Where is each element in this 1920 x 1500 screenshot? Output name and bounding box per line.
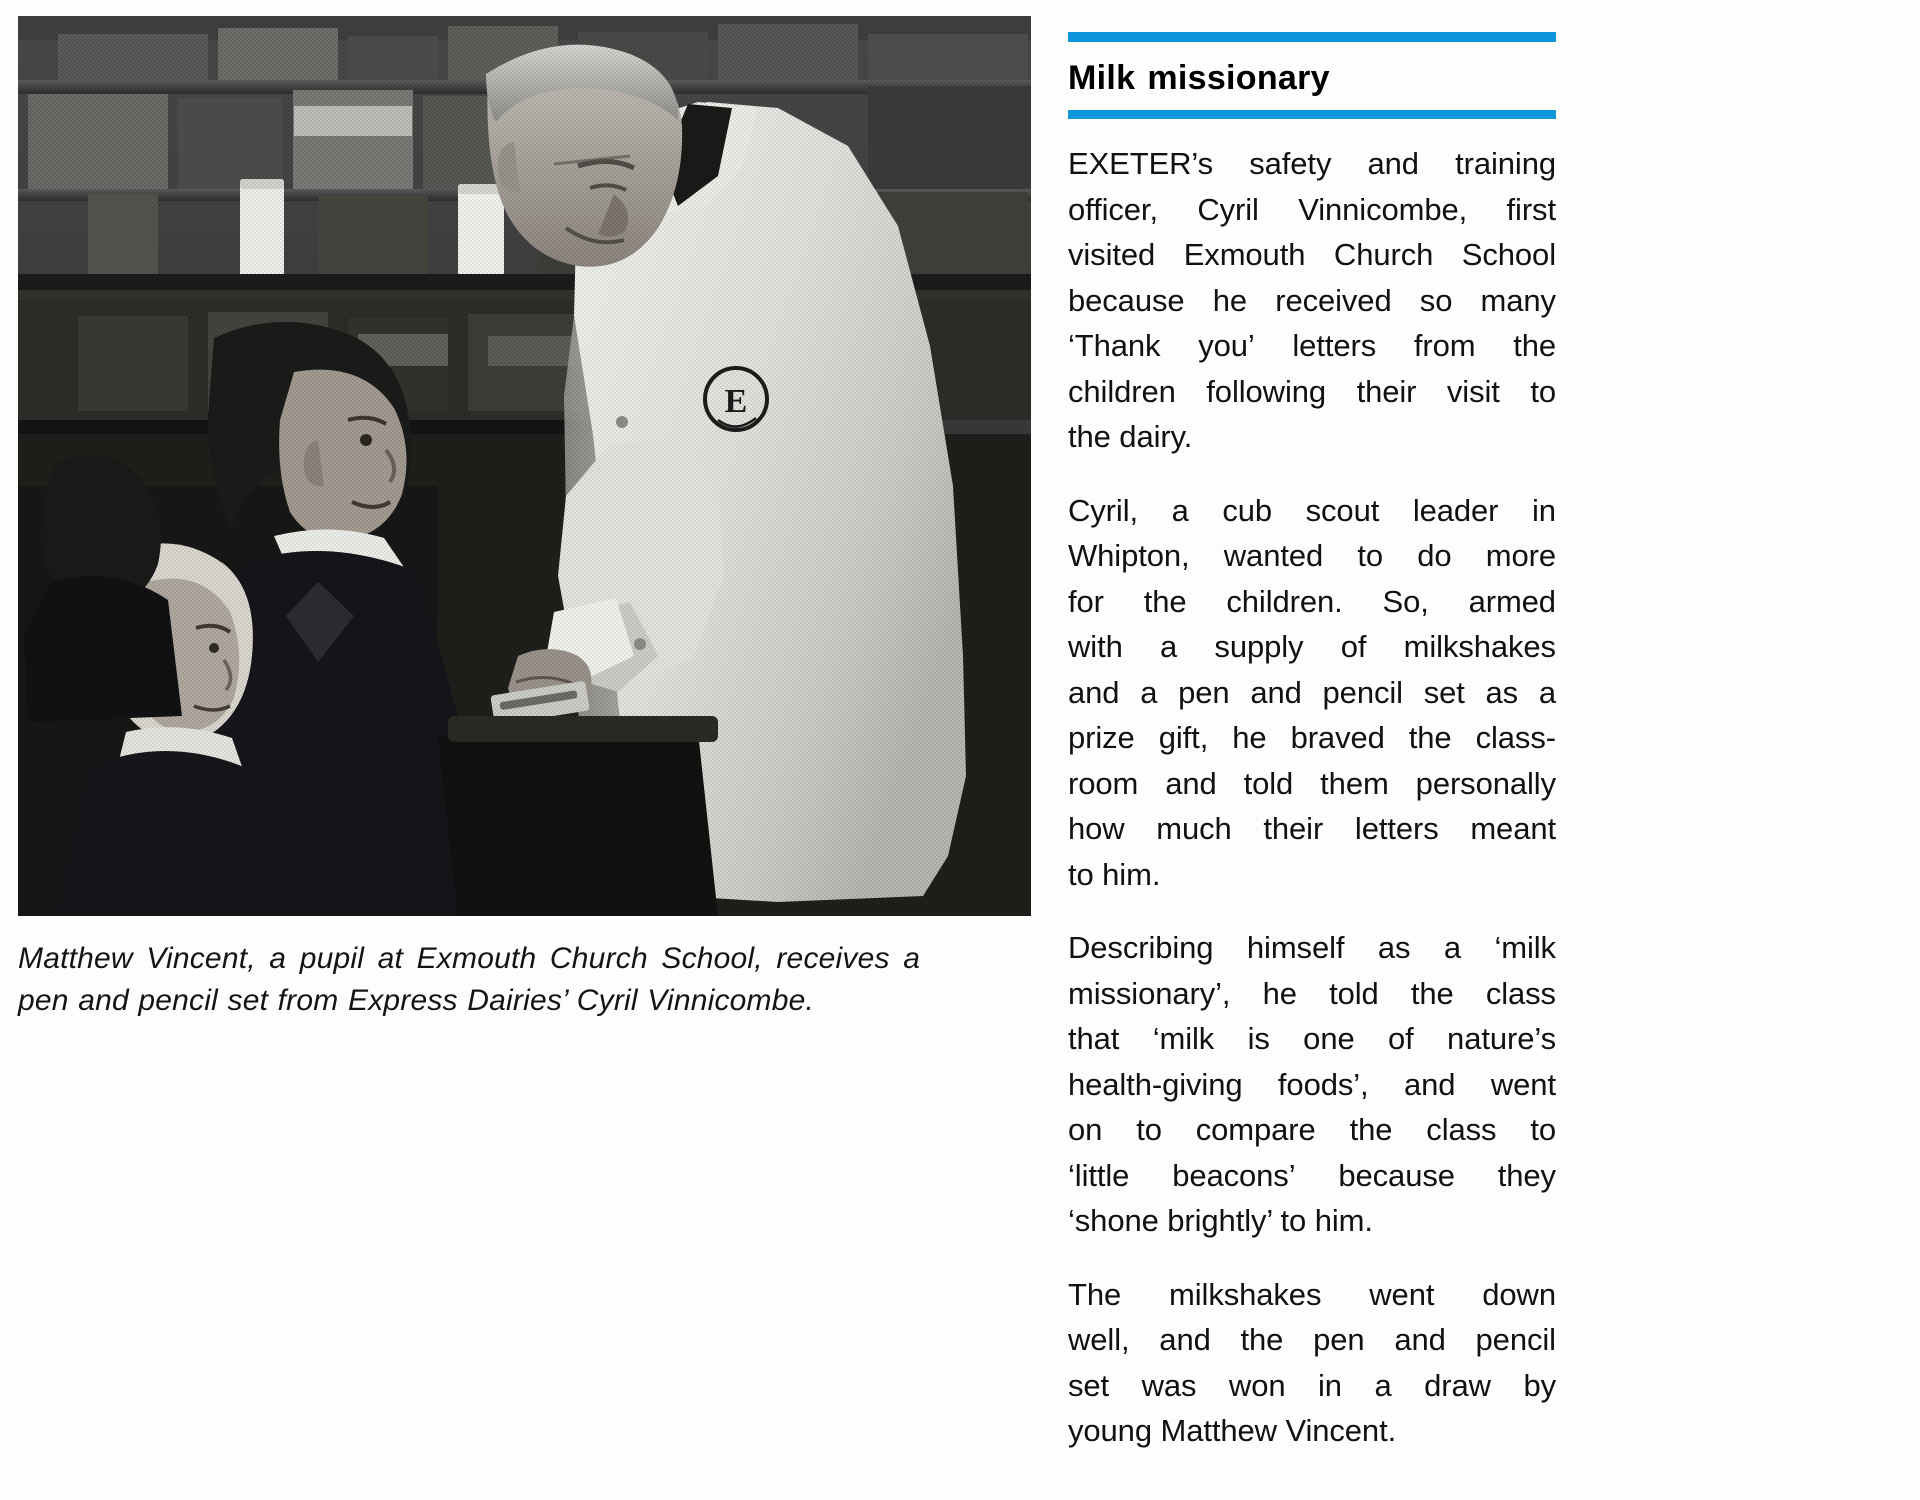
photo-caption-line-1: Matthew Vincent, a pupil at Exmouth Church School, receives a xyxy=(18,942,921,975)
article-word: to xyxy=(1357,538,1384,573)
article-word: their xyxy=(1356,373,1417,409)
article-word: with xyxy=(1068,629,1123,664)
article-word: them xyxy=(1320,765,1389,801)
article-word: and xyxy=(1068,674,1120,710)
article-word: because xyxy=(1338,1157,1455,1193)
article-word: ‘little xyxy=(1068,1157,1130,1193)
article-line xyxy=(1068,141,1556,187)
article-line xyxy=(1068,806,1556,852)
article-word: health-giving xyxy=(1068,1066,1243,1102)
article-word: much xyxy=(1156,811,1232,846)
article-word: missionary’, xyxy=(1068,975,1231,1011)
article-word: and xyxy=(1404,1066,1456,1102)
article-word: so xyxy=(1419,282,1453,318)
article-word: how xyxy=(1068,811,1125,846)
article-line xyxy=(1068,1016,1556,1062)
article-word: Church xyxy=(1333,237,1434,272)
article-word: Cyril xyxy=(1197,191,1259,227)
article-headline xyxy=(1068,58,1556,98)
article-word: School xyxy=(1461,237,1556,272)
article-word: foods’, xyxy=(1277,1066,1369,1102)
article-line xyxy=(1068,323,1556,369)
article-word: set xyxy=(1423,674,1465,710)
article-word: milkshakes xyxy=(1403,629,1556,664)
article-word: cub xyxy=(1222,492,1273,528)
article-word: of xyxy=(1340,629,1367,664)
article-word: a xyxy=(1374,1367,1392,1403)
article-word: pen xyxy=(1178,674,1230,710)
article-word: armed xyxy=(1468,583,1556,619)
article-word: pen xyxy=(1313,1322,1365,1357)
article-line xyxy=(1068,1317,1556,1363)
article-word: you’ xyxy=(1198,328,1255,363)
article-word: the xyxy=(1240,1322,1284,1357)
article-word: down xyxy=(1482,1276,1556,1312)
article-word: as xyxy=(1377,930,1411,965)
article-word: is xyxy=(1247,1021,1270,1056)
article-word: the xyxy=(1408,720,1452,755)
article-line xyxy=(1068,971,1556,1017)
article-line xyxy=(1068,579,1556,625)
article-word: on xyxy=(1068,1112,1103,1147)
article-body xyxy=(1068,141,1556,1454)
article-word: in xyxy=(1318,1367,1342,1403)
article-word: children. xyxy=(1226,583,1343,619)
article-word: a xyxy=(1160,629,1178,664)
article-paragraph xyxy=(1068,1272,1556,1454)
article-word: that xyxy=(1068,1021,1120,1056)
article-word: himself xyxy=(1246,930,1345,965)
article-word: pencil xyxy=(1322,674,1403,710)
article-line xyxy=(1068,533,1556,579)
article-word: because xyxy=(1068,282,1185,318)
article-line xyxy=(1068,187,1556,233)
article-word: the xyxy=(1410,975,1454,1011)
article-word: following xyxy=(1206,373,1327,409)
article-line xyxy=(1068,670,1556,716)
article-word: personally xyxy=(1415,765,1556,801)
article-line xyxy=(1068,1107,1556,1153)
headline-word-missionary: missionary xyxy=(1147,59,1330,97)
article-paragraph xyxy=(1068,141,1556,460)
article-line xyxy=(1068,278,1556,324)
article-line xyxy=(1068,925,1556,971)
article-line: ‘shone brightly’ to him. xyxy=(1068,1203,1373,1238)
article-word: more xyxy=(1485,538,1556,573)
headline-rule-top xyxy=(1068,32,1556,42)
article-word: and xyxy=(1394,1322,1446,1357)
article-word: letters xyxy=(1354,811,1439,846)
article-paragraph xyxy=(1068,925,1556,1244)
article-line xyxy=(1068,1153,1556,1199)
article-photograph xyxy=(18,16,1031,916)
article-word: beacons’ xyxy=(1172,1157,1296,1193)
article-word: they xyxy=(1497,1157,1556,1193)
article-word: many xyxy=(1480,282,1556,318)
article-word: compare xyxy=(1195,1112,1316,1147)
article-word: he xyxy=(1232,720,1267,755)
article-line: to him. xyxy=(1068,856,1161,892)
article-word: by xyxy=(1523,1367,1556,1403)
article-word: officer, xyxy=(1068,191,1158,227)
article-line xyxy=(1068,1062,1556,1108)
article-column xyxy=(1068,32,1556,1454)
article-word: and xyxy=(1367,146,1419,181)
article-word: received xyxy=(1275,282,1392,318)
article-word: in xyxy=(1532,492,1556,528)
article-word: Whipton, xyxy=(1068,538,1190,573)
article-word: Describing xyxy=(1068,930,1214,965)
article-word: Exmouth xyxy=(1183,237,1306,272)
article-word: he xyxy=(1262,975,1297,1011)
article-word: and xyxy=(1165,765,1217,801)
article-word: class xyxy=(1426,1112,1497,1147)
article-word: of xyxy=(1388,1021,1414,1056)
article-line xyxy=(1068,232,1556,278)
article-word: their xyxy=(1263,811,1324,846)
article-word: visited xyxy=(1068,237,1156,272)
article-word: prize xyxy=(1068,720,1135,755)
article-word: set xyxy=(1068,1367,1110,1403)
article-word: went xyxy=(1490,1066,1556,1102)
article-word: went xyxy=(1369,1276,1435,1312)
article-word: a xyxy=(1538,674,1556,710)
article-word: a xyxy=(1171,492,1189,528)
article-word: well, xyxy=(1068,1322,1130,1357)
headline-rule-bottom xyxy=(1068,110,1556,119)
article-word: a xyxy=(1140,674,1158,710)
article-word: leader xyxy=(1412,492,1499,528)
article-word: supply xyxy=(1214,629,1304,664)
article-word: to xyxy=(1530,1112,1556,1147)
article-word: class xyxy=(1485,975,1556,1011)
article-line xyxy=(1068,1272,1556,1318)
article-line xyxy=(1068,488,1556,534)
article-word: the xyxy=(1349,1112,1393,1147)
article-word: one xyxy=(1303,1021,1355,1056)
article-word: and xyxy=(1159,1322,1211,1357)
article-word: ‘Thank xyxy=(1068,328,1161,363)
article-word: for xyxy=(1068,583,1104,619)
article-word: meant xyxy=(1470,811,1556,846)
article-word: the xyxy=(1143,583,1187,619)
article-word: told xyxy=(1243,765,1294,801)
article-word: told xyxy=(1329,975,1379,1011)
article-word: draw xyxy=(1424,1367,1491,1403)
article-line xyxy=(1068,624,1556,670)
article-word: the xyxy=(1513,328,1556,363)
article-word: to xyxy=(1530,373,1556,409)
article-word: first xyxy=(1506,191,1556,227)
photo-caption xyxy=(18,938,1030,1022)
article-word: letters xyxy=(1292,328,1377,363)
article-word: Vinnicombe, xyxy=(1298,191,1468,227)
article-line xyxy=(1068,1363,1556,1409)
article-word: visit xyxy=(1446,373,1500,409)
article-word: room xyxy=(1068,765,1139,801)
article-word: Cyril, xyxy=(1068,492,1138,528)
headline-word-milk: Milk xyxy=(1068,59,1136,97)
article-word: gift, xyxy=(1158,720,1209,755)
article-paragraph xyxy=(1068,488,1556,898)
article-word: he xyxy=(1212,282,1248,318)
article-word: and xyxy=(1250,674,1302,710)
article-line xyxy=(1068,715,1556,761)
article-line xyxy=(1068,761,1556,807)
article-word: training xyxy=(1455,146,1556,181)
article-word: braved xyxy=(1290,720,1385,755)
article-word: do xyxy=(1417,538,1452,573)
article-line: young Matthew Vincent. xyxy=(1068,1413,1397,1448)
photo-illustration xyxy=(18,16,1031,916)
article-word: safety xyxy=(1249,146,1332,181)
article-word: was xyxy=(1141,1367,1197,1403)
article-word: ‘milk xyxy=(1494,930,1556,965)
article-word: EXETER’s xyxy=(1068,146,1214,181)
article-word: children xyxy=(1068,373,1176,409)
article-line: the dairy. xyxy=(1068,419,1193,454)
article-word: wanted xyxy=(1223,538,1324,573)
article-word: as xyxy=(1485,674,1519,710)
article-word: from xyxy=(1413,328,1476,363)
article-word: a xyxy=(1443,930,1462,965)
article-word: to xyxy=(1136,1112,1162,1147)
article-word: class- xyxy=(1475,720,1556,755)
article-word: pencil xyxy=(1475,1322,1556,1357)
photo-caption-line-2: pen and pencil set from Express Dairies’ Cyril Vinnicombe. xyxy=(18,984,815,1017)
article-word: milkshakes xyxy=(1169,1276,1322,1312)
article-word: So, xyxy=(1382,583,1429,619)
article-line xyxy=(1068,369,1556,415)
article-word: won xyxy=(1228,1367,1286,1403)
article-word: scout xyxy=(1305,492,1380,528)
article-word: The xyxy=(1068,1276,1122,1312)
article-word: ‘milk xyxy=(1152,1021,1215,1056)
article-word: nature’s xyxy=(1447,1021,1556,1056)
